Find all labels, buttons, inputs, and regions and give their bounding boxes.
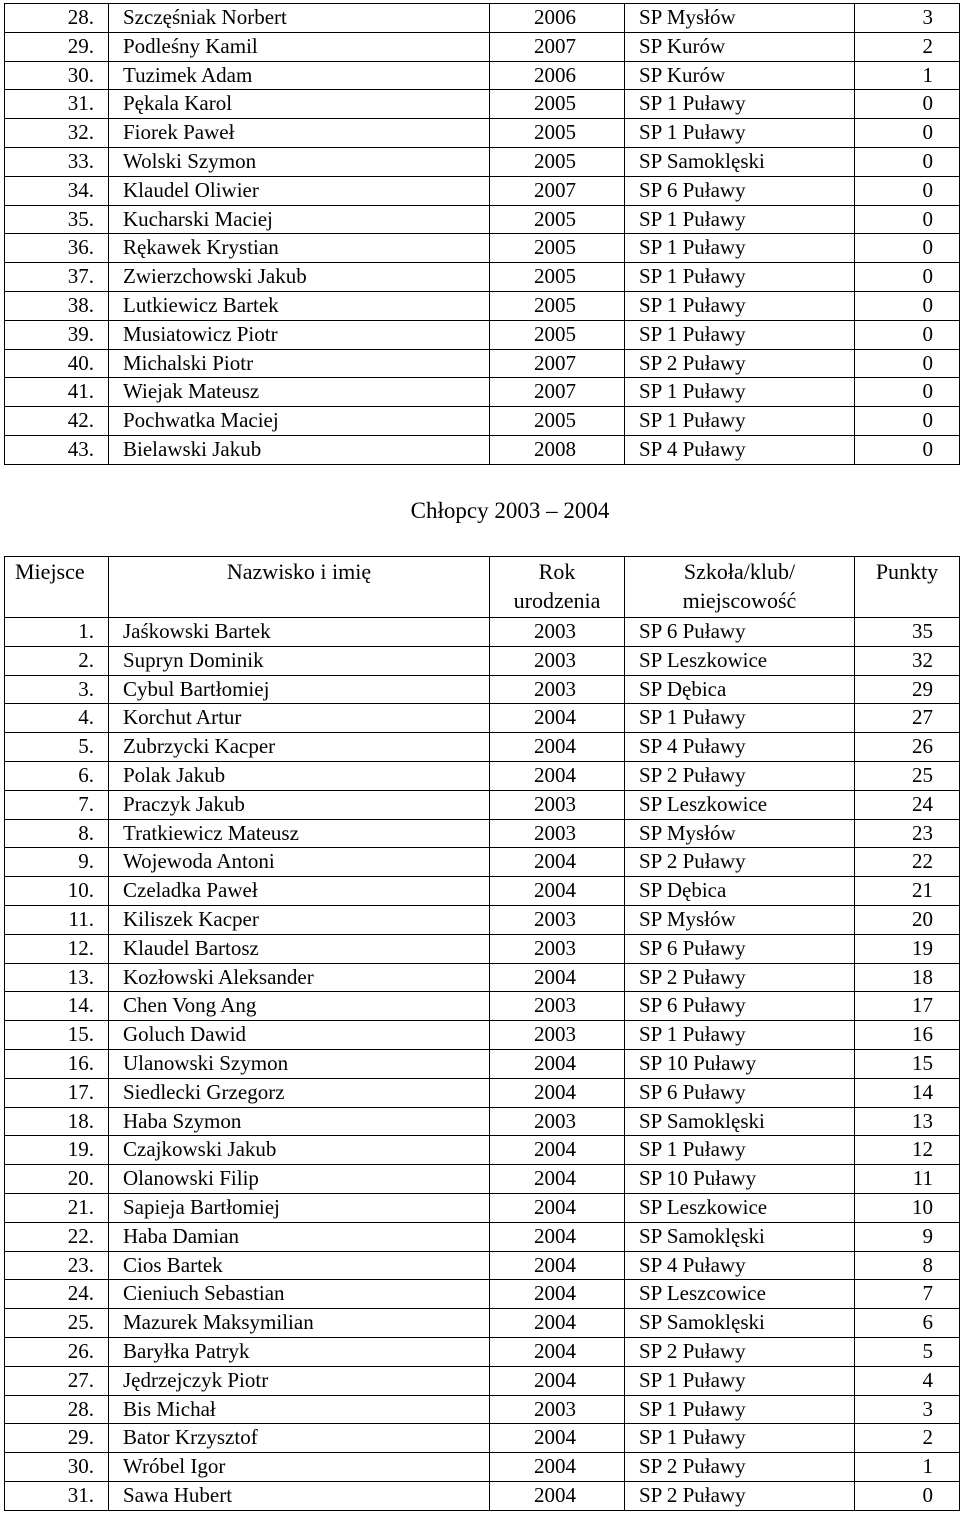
cell-name: Haba Szymon xyxy=(109,1107,490,1136)
cell-place: 36. xyxy=(5,234,109,263)
cell-name: Wróbel Igor xyxy=(109,1453,490,1482)
cell-place: 14. xyxy=(5,992,109,1021)
table-row xyxy=(5,32,960,61)
cell-year: 2005 xyxy=(490,205,625,234)
cell-name: Wiejak Mateusz xyxy=(109,378,490,407)
cell-points: 13 xyxy=(855,1107,960,1136)
cell-year: 2003 xyxy=(490,1107,625,1136)
table-row xyxy=(5,234,960,263)
cell-year: 2003 xyxy=(490,790,625,819)
cell-name: Wojewoda Antoni xyxy=(109,848,490,877)
cell-place: 39. xyxy=(5,320,109,349)
cell-year: 2003 xyxy=(490,905,625,934)
cell-points: 18 xyxy=(855,963,960,992)
cell-points: 10 xyxy=(855,1193,960,1222)
cell-year: 2003 xyxy=(490,819,625,848)
cell-name: Bielawski Jakub xyxy=(109,435,490,464)
table-row xyxy=(5,646,960,675)
cell-place: 25. xyxy=(5,1309,109,1338)
cell-name: Sawa Hubert xyxy=(109,1481,490,1510)
cell-place: 27. xyxy=(5,1366,109,1395)
cell-place: 22. xyxy=(5,1222,109,1251)
cell-name: Tratkiewicz Mateusz xyxy=(109,819,490,848)
cell-school: SP Leszkowice xyxy=(625,790,855,819)
cell-name: Podleśny Kamil xyxy=(109,32,490,61)
cell-place: 23. xyxy=(5,1251,109,1280)
cell-place: 26. xyxy=(5,1337,109,1366)
cell-place: 15. xyxy=(5,1021,109,1050)
cell-school: SP 6 Puławy xyxy=(625,934,855,963)
cell-name: Praczyk Jakub xyxy=(109,790,490,819)
cell-points: 2 xyxy=(855,32,960,61)
cell-name: Fiorek Paweł xyxy=(109,119,490,148)
cell-school: SP 1 Puławy xyxy=(625,407,855,436)
header-school xyxy=(625,557,855,618)
cell-points: 27 xyxy=(855,704,960,733)
cell-year: 2005 xyxy=(490,234,625,263)
cell-year: 2004 xyxy=(490,1337,625,1366)
results-table-boys-2003-2004 xyxy=(4,556,960,1511)
cell-school: SP 2 Puławy xyxy=(625,1337,855,1366)
cell-points: 26 xyxy=(855,733,960,762)
cell-points: 4 xyxy=(855,1366,960,1395)
cell-place: 43. xyxy=(5,435,109,464)
cell-place: 3. xyxy=(5,675,109,704)
cell-points: 0 xyxy=(855,407,960,436)
cell-name: Cieniuch Sebastian xyxy=(109,1280,490,1309)
cell-name: Bis Michał xyxy=(109,1395,490,1424)
cell-school: SP Leszcowice xyxy=(625,1280,855,1309)
table-row xyxy=(5,877,960,906)
cell-school: SP 1 Puławy xyxy=(625,119,855,148)
cell-place: 10. xyxy=(5,877,109,906)
cell-name: Zubrzycki Kacper xyxy=(109,733,490,762)
table-row xyxy=(5,1107,960,1136)
cell-school: SP 6 Puławy xyxy=(625,992,855,1021)
cell-name: Jędrzejczyk Piotr xyxy=(109,1366,490,1395)
cell-year: 2004 xyxy=(490,1165,625,1194)
cell-year: 2004 xyxy=(490,1453,625,1482)
cell-year: 2006 xyxy=(490,61,625,90)
cell-school: SP 1 Puławy xyxy=(625,291,855,320)
cell-name: Haba Damian xyxy=(109,1222,490,1251)
table-row xyxy=(5,1424,960,1453)
cell-year: 2007 xyxy=(490,32,625,61)
table-row xyxy=(5,349,960,378)
cell-place: 19. xyxy=(5,1136,109,1165)
cell-points: 32 xyxy=(855,646,960,675)
cell-year: 2004 xyxy=(490,1222,625,1251)
header-points: Punkty xyxy=(855,557,960,618)
cell-year: 2003 xyxy=(490,675,625,704)
header-year-line2: urodzenia xyxy=(513,588,601,613)
cell-place: 41. xyxy=(5,378,109,407)
table-row xyxy=(5,1337,960,1366)
section-title: Chłopcy 2003 – 2004 xyxy=(410,498,610,523)
cell-points: 2 xyxy=(855,1424,960,1453)
cell-school: SP Leszkowice xyxy=(625,646,855,675)
table-row xyxy=(5,291,960,320)
cell-school: SP 10 Puławy xyxy=(625,1165,855,1194)
cell-school: SP Dębica xyxy=(625,675,855,704)
cell-place: 7. xyxy=(5,790,109,819)
table-row xyxy=(5,1193,960,1222)
cell-place: 20. xyxy=(5,1165,109,1194)
cell-year: 2004 xyxy=(490,963,625,992)
cell-year: 2004 xyxy=(490,1251,625,1280)
table-row xyxy=(5,1049,960,1078)
table-row xyxy=(5,992,960,1021)
cell-place: 1. xyxy=(5,618,109,647)
cell-school: SP 2 Puławy xyxy=(625,963,855,992)
cell-points: 21 xyxy=(855,877,960,906)
table-row xyxy=(5,1222,960,1251)
cell-points: 0 xyxy=(855,205,960,234)
cell-year: 2004 xyxy=(490,1136,625,1165)
cell-points: 22 xyxy=(855,848,960,877)
cell-points: 35 xyxy=(855,618,960,647)
cell-school: SP Mysłów xyxy=(625,819,855,848)
table-row xyxy=(5,320,960,349)
cell-school: SP 6 Puławy xyxy=(625,176,855,205)
cell-year: 2004 xyxy=(490,1481,625,1510)
cell-place: 34. xyxy=(5,176,109,205)
cell-place: 32. xyxy=(5,119,109,148)
cell-place: 12. xyxy=(5,934,109,963)
cell-points: 0 xyxy=(855,320,960,349)
cell-points: 0 xyxy=(855,147,960,176)
table-row xyxy=(5,934,960,963)
header-name: Nazwisko i imię xyxy=(109,557,490,618)
cell-name: Bator Krzysztof xyxy=(109,1424,490,1453)
table-row xyxy=(5,205,960,234)
cell-school: SP 2 Puławy xyxy=(625,761,855,790)
header-year-line1: Rok xyxy=(538,559,576,584)
cell-school: SP 1 Puławy xyxy=(625,378,855,407)
cell-points: 17 xyxy=(855,992,960,1021)
cell-year: 2004 xyxy=(490,761,625,790)
cell-year: 2007 xyxy=(490,349,625,378)
table-row xyxy=(5,1395,960,1424)
cell-school: SP 2 Puławy xyxy=(625,1453,855,1482)
table-row xyxy=(5,263,960,292)
cell-points: 23 xyxy=(855,819,960,848)
cell-place: 40. xyxy=(5,349,109,378)
cell-points: 0 xyxy=(855,119,960,148)
cell-school: SP 2 Puławy xyxy=(625,349,855,378)
cell-year: 2003 xyxy=(490,992,625,1021)
cell-school: SP 1 Puławy xyxy=(625,1021,855,1050)
table-row xyxy=(5,176,960,205)
cell-school: SP Dębica xyxy=(625,877,855,906)
cell-place: 16. xyxy=(5,1049,109,1078)
table-row xyxy=(5,848,960,877)
cell-year: 2003 xyxy=(490,1395,625,1424)
cell-school: SP 1 Puławy xyxy=(625,320,855,349)
cell-place: 17. xyxy=(5,1078,109,1107)
cell-place: 35. xyxy=(5,205,109,234)
cell-points: 0 xyxy=(855,349,960,378)
cell-points: 15 xyxy=(855,1049,960,1078)
cell-school: SP Samoklęski xyxy=(625,147,855,176)
cell-school: SP 4 Puławy xyxy=(625,1251,855,1280)
cell-year: 2005 xyxy=(490,263,625,292)
cell-points: 0 xyxy=(855,263,960,292)
header-place: Miejsce xyxy=(5,557,109,618)
table-row xyxy=(5,61,960,90)
cell-name: Czajkowski Jakub xyxy=(109,1136,490,1165)
cell-year: 2004 xyxy=(490,704,625,733)
results-table-continued xyxy=(4,3,960,465)
table-row xyxy=(5,733,960,762)
table-header-row xyxy=(5,557,960,618)
cell-school: SP 4 Puławy xyxy=(625,733,855,762)
cell-year: 2003 xyxy=(490,618,625,647)
cell-place: 9. xyxy=(5,848,109,877)
table-row xyxy=(5,378,960,407)
table-row xyxy=(5,819,960,848)
cell-points: 0 xyxy=(855,1481,960,1510)
cell-place: 28. xyxy=(5,4,109,33)
cell-name: Siedlecki Grzegorz xyxy=(109,1078,490,1107)
header-school-line1: Szkoła/klub/ xyxy=(683,559,796,584)
cell-school: SP 1 Puławy xyxy=(625,90,855,119)
cell-year: 2004 xyxy=(490,1424,625,1453)
cell-name: Goluch Dawid xyxy=(109,1021,490,1050)
cell-place: 29. xyxy=(5,32,109,61)
cell-name: Szczęśniak Norbert xyxy=(109,4,490,33)
cell-year: 2004 xyxy=(490,1309,625,1338)
cell-name: Mazurek Maksymilian xyxy=(109,1309,490,1338)
cell-name: Korchut Artur xyxy=(109,704,490,733)
cell-school: SP 1 Puławy xyxy=(625,263,855,292)
results-table-continued-body xyxy=(5,4,960,465)
cell-year: 2004 xyxy=(490,848,625,877)
cell-school: SP Mysłów xyxy=(625,4,855,33)
header-school-line2: miejscowość xyxy=(682,588,797,613)
cell-points: 3 xyxy=(855,4,960,33)
cell-name: Jaśkowski Bartek xyxy=(109,618,490,647)
cell-year: 2003 xyxy=(490,646,625,675)
table-row xyxy=(5,704,960,733)
cell-place: 21. xyxy=(5,1193,109,1222)
table-row xyxy=(5,1309,960,1338)
cell-year: 2004 xyxy=(490,1078,625,1107)
cell-points: 25 xyxy=(855,761,960,790)
header-year xyxy=(490,557,625,618)
cell-year: 2003 xyxy=(490,1021,625,1050)
cell-name: Kiliszek Kacper xyxy=(109,905,490,934)
cell-year: 2006 xyxy=(490,4,625,33)
cell-name: Ulanowski Szymon xyxy=(109,1049,490,1078)
cell-place: 13. xyxy=(5,963,109,992)
cell-place: 33. xyxy=(5,147,109,176)
cell-name: Pochwatka Maciej xyxy=(109,407,490,436)
cell-name: Tuzimek Adam xyxy=(109,61,490,90)
cell-school: SP 1 Puławy xyxy=(625,1136,855,1165)
cell-points: 12 xyxy=(855,1136,960,1165)
cell-school: SP 2 Puławy xyxy=(625,848,855,877)
cell-place: 2. xyxy=(5,646,109,675)
cell-points: 24 xyxy=(855,790,960,819)
cell-points: 1 xyxy=(855,61,960,90)
cell-school: SP 1 Puławy xyxy=(625,704,855,733)
cell-points: 20 xyxy=(855,905,960,934)
cell-name: Kozłowski Aleksander xyxy=(109,963,490,992)
table-row xyxy=(5,119,960,148)
cell-name: Baryłka Patryk xyxy=(109,1337,490,1366)
cell-points: 14 xyxy=(855,1078,960,1107)
cell-school: SP 1 Puławy xyxy=(625,1424,855,1453)
table-row xyxy=(5,435,960,464)
cell-name: Supryn Dominik xyxy=(109,646,490,675)
cell-school: SP Samoklęski xyxy=(625,1222,855,1251)
cell-school: SP Samoklęski xyxy=(625,1309,855,1338)
cell-place: 30. xyxy=(5,61,109,90)
table-row xyxy=(5,90,960,119)
cell-points: 0 xyxy=(855,234,960,263)
cell-place: 11. xyxy=(5,905,109,934)
cell-school: SP 1 Puławy xyxy=(625,1366,855,1395)
cell-year: 2004 xyxy=(490,1049,625,1078)
cell-year: 2005 xyxy=(490,90,625,119)
table-row xyxy=(5,675,960,704)
cell-place: 38. xyxy=(5,291,109,320)
cell-school: SP 1 Puławy xyxy=(625,205,855,234)
cell-year: 2007 xyxy=(490,378,625,407)
table-row xyxy=(5,1021,960,1050)
cell-year: 2008 xyxy=(490,435,625,464)
cell-points: 16 xyxy=(855,1021,960,1050)
cell-name: Olanowski Filip xyxy=(109,1165,490,1194)
cell-points: 0 xyxy=(855,378,960,407)
cell-points: 0 xyxy=(855,435,960,464)
table-row xyxy=(5,1251,960,1280)
cell-year: 2004 xyxy=(490,1280,625,1309)
cell-name: Klaudel Oliwier xyxy=(109,176,490,205)
cell-name: Sapieja Bartłomiej xyxy=(109,1193,490,1222)
table-row xyxy=(5,618,960,647)
cell-place: 30. xyxy=(5,1453,109,1482)
cell-name: Wolski Szymon xyxy=(109,147,490,176)
cell-school: SP Leszkowice xyxy=(625,1193,855,1222)
cell-points: 0 xyxy=(855,176,960,205)
cell-name: Musiatowicz Piotr xyxy=(109,320,490,349)
cell-name: Czeladka Paweł xyxy=(109,877,490,906)
cell-school: SP Samoklęski xyxy=(625,1107,855,1136)
cell-school: SP 4 Puławy xyxy=(625,435,855,464)
cell-name: Lutkiewicz Bartek xyxy=(109,291,490,320)
cell-place: 42. xyxy=(5,407,109,436)
cell-school: SP 2 Puławy xyxy=(625,1481,855,1510)
cell-year: 2004 xyxy=(490,1366,625,1395)
table-row xyxy=(5,1078,960,1107)
cell-year: 2005 xyxy=(490,320,625,349)
cell-year: 2005 xyxy=(490,147,625,176)
cell-place: 31. xyxy=(5,1481,109,1510)
cell-year: 2003 xyxy=(490,934,625,963)
cell-points: 9 xyxy=(855,1222,960,1251)
cell-points: 29 xyxy=(855,675,960,704)
cell-name: Rękawek Krystian xyxy=(109,234,490,263)
cell-name: Cybul Bartłomiej xyxy=(109,675,490,704)
table-row xyxy=(5,407,960,436)
cell-points: 3 xyxy=(855,1395,960,1424)
cell-school: SP 6 Puławy xyxy=(625,618,855,647)
table-row xyxy=(5,1280,960,1309)
cell-place: 5. xyxy=(5,733,109,762)
cell-points: 7 xyxy=(855,1280,960,1309)
cell-points: 0 xyxy=(855,291,960,320)
cell-name: Klaudel Bartosz xyxy=(109,934,490,963)
cell-points: 5 xyxy=(855,1337,960,1366)
table-row xyxy=(5,147,960,176)
cell-year: 2007 xyxy=(490,176,625,205)
cell-points: 8 xyxy=(855,1251,960,1280)
cell-school: SP Kurów xyxy=(625,32,855,61)
cell-year: 2005 xyxy=(490,119,625,148)
cell-name: Cios Bartek xyxy=(109,1251,490,1280)
cell-name: Pękala Karol xyxy=(109,90,490,119)
cell-points: 6 xyxy=(855,1309,960,1338)
table-row xyxy=(5,905,960,934)
cell-year: 2004 xyxy=(490,877,625,906)
cell-name: Zwierzchowski Jakub xyxy=(109,263,490,292)
cell-name: Kucharski Maciej xyxy=(109,205,490,234)
table-row xyxy=(5,790,960,819)
cell-school: SP 10 Puławy xyxy=(625,1049,855,1078)
table-row xyxy=(5,1136,960,1165)
table-row xyxy=(5,963,960,992)
cell-school: SP 1 Puławy xyxy=(625,1395,855,1424)
cell-points: 1 xyxy=(855,1453,960,1482)
cell-school: SP 6 Puławy xyxy=(625,1078,855,1107)
cell-year: 2005 xyxy=(490,407,625,436)
cell-school: SP 1 Puławy xyxy=(625,234,855,263)
cell-year: 2004 xyxy=(490,733,625,762)
cell-name: Chen Vong Ang xyxy=(109,992,490,1021)
cell-year: 2004 xyxy=(490,1193,625,1222)
cell-place: 8. xyxy=(5,819,109,848)
cell-place: 29. xyxy=(5,1424,109,1453)
table-row xyxy=(5,1366,960,1395)
cell-points: 11 xyxy=(855,1165,960,1194)
cell-school: SP Kurów xyxy=(625,61,855,90)
cell-year: 2005 xyxy=(490,291,625,320)
cell-place: 28. xyxy=(5,1395,109,1424)
cell-place: 6. xyxy=(5,761,109,790)
table-row xyxy=(5,1453,960,1482)
cell-points: 0 xyxy=(855,90,960,119)
results-table-body xyxy=(5,618,960,1511)
table-row xyxy=(5,1481,960,1510)
cell-school: SP Mysłów xyxy=(625,905,855,934)
table-row xyxy=(5,4,960,33)
table-row xyxy=(5,1165,960,1194)
cell-place: 18. xyxy=(5,1107,109,1136)
cell-name: Michalski Piotr xyxy=(109,349,490,378)
cell-name: Polak Jakub xyxy=(109,761,490,790)
cell-place: 37. xyxy=(5,263,109,292)
cell-place: 24. xyxy=(5,1280,109,1309)
table-row xyxy=(5,761,960,790)
cell-place: 31. xyxy=(5,90,109,119)
cell-place: 4. xyxy=(5,704,109,733)
cell-points: 19 xyxy=(855,934,960,963)
